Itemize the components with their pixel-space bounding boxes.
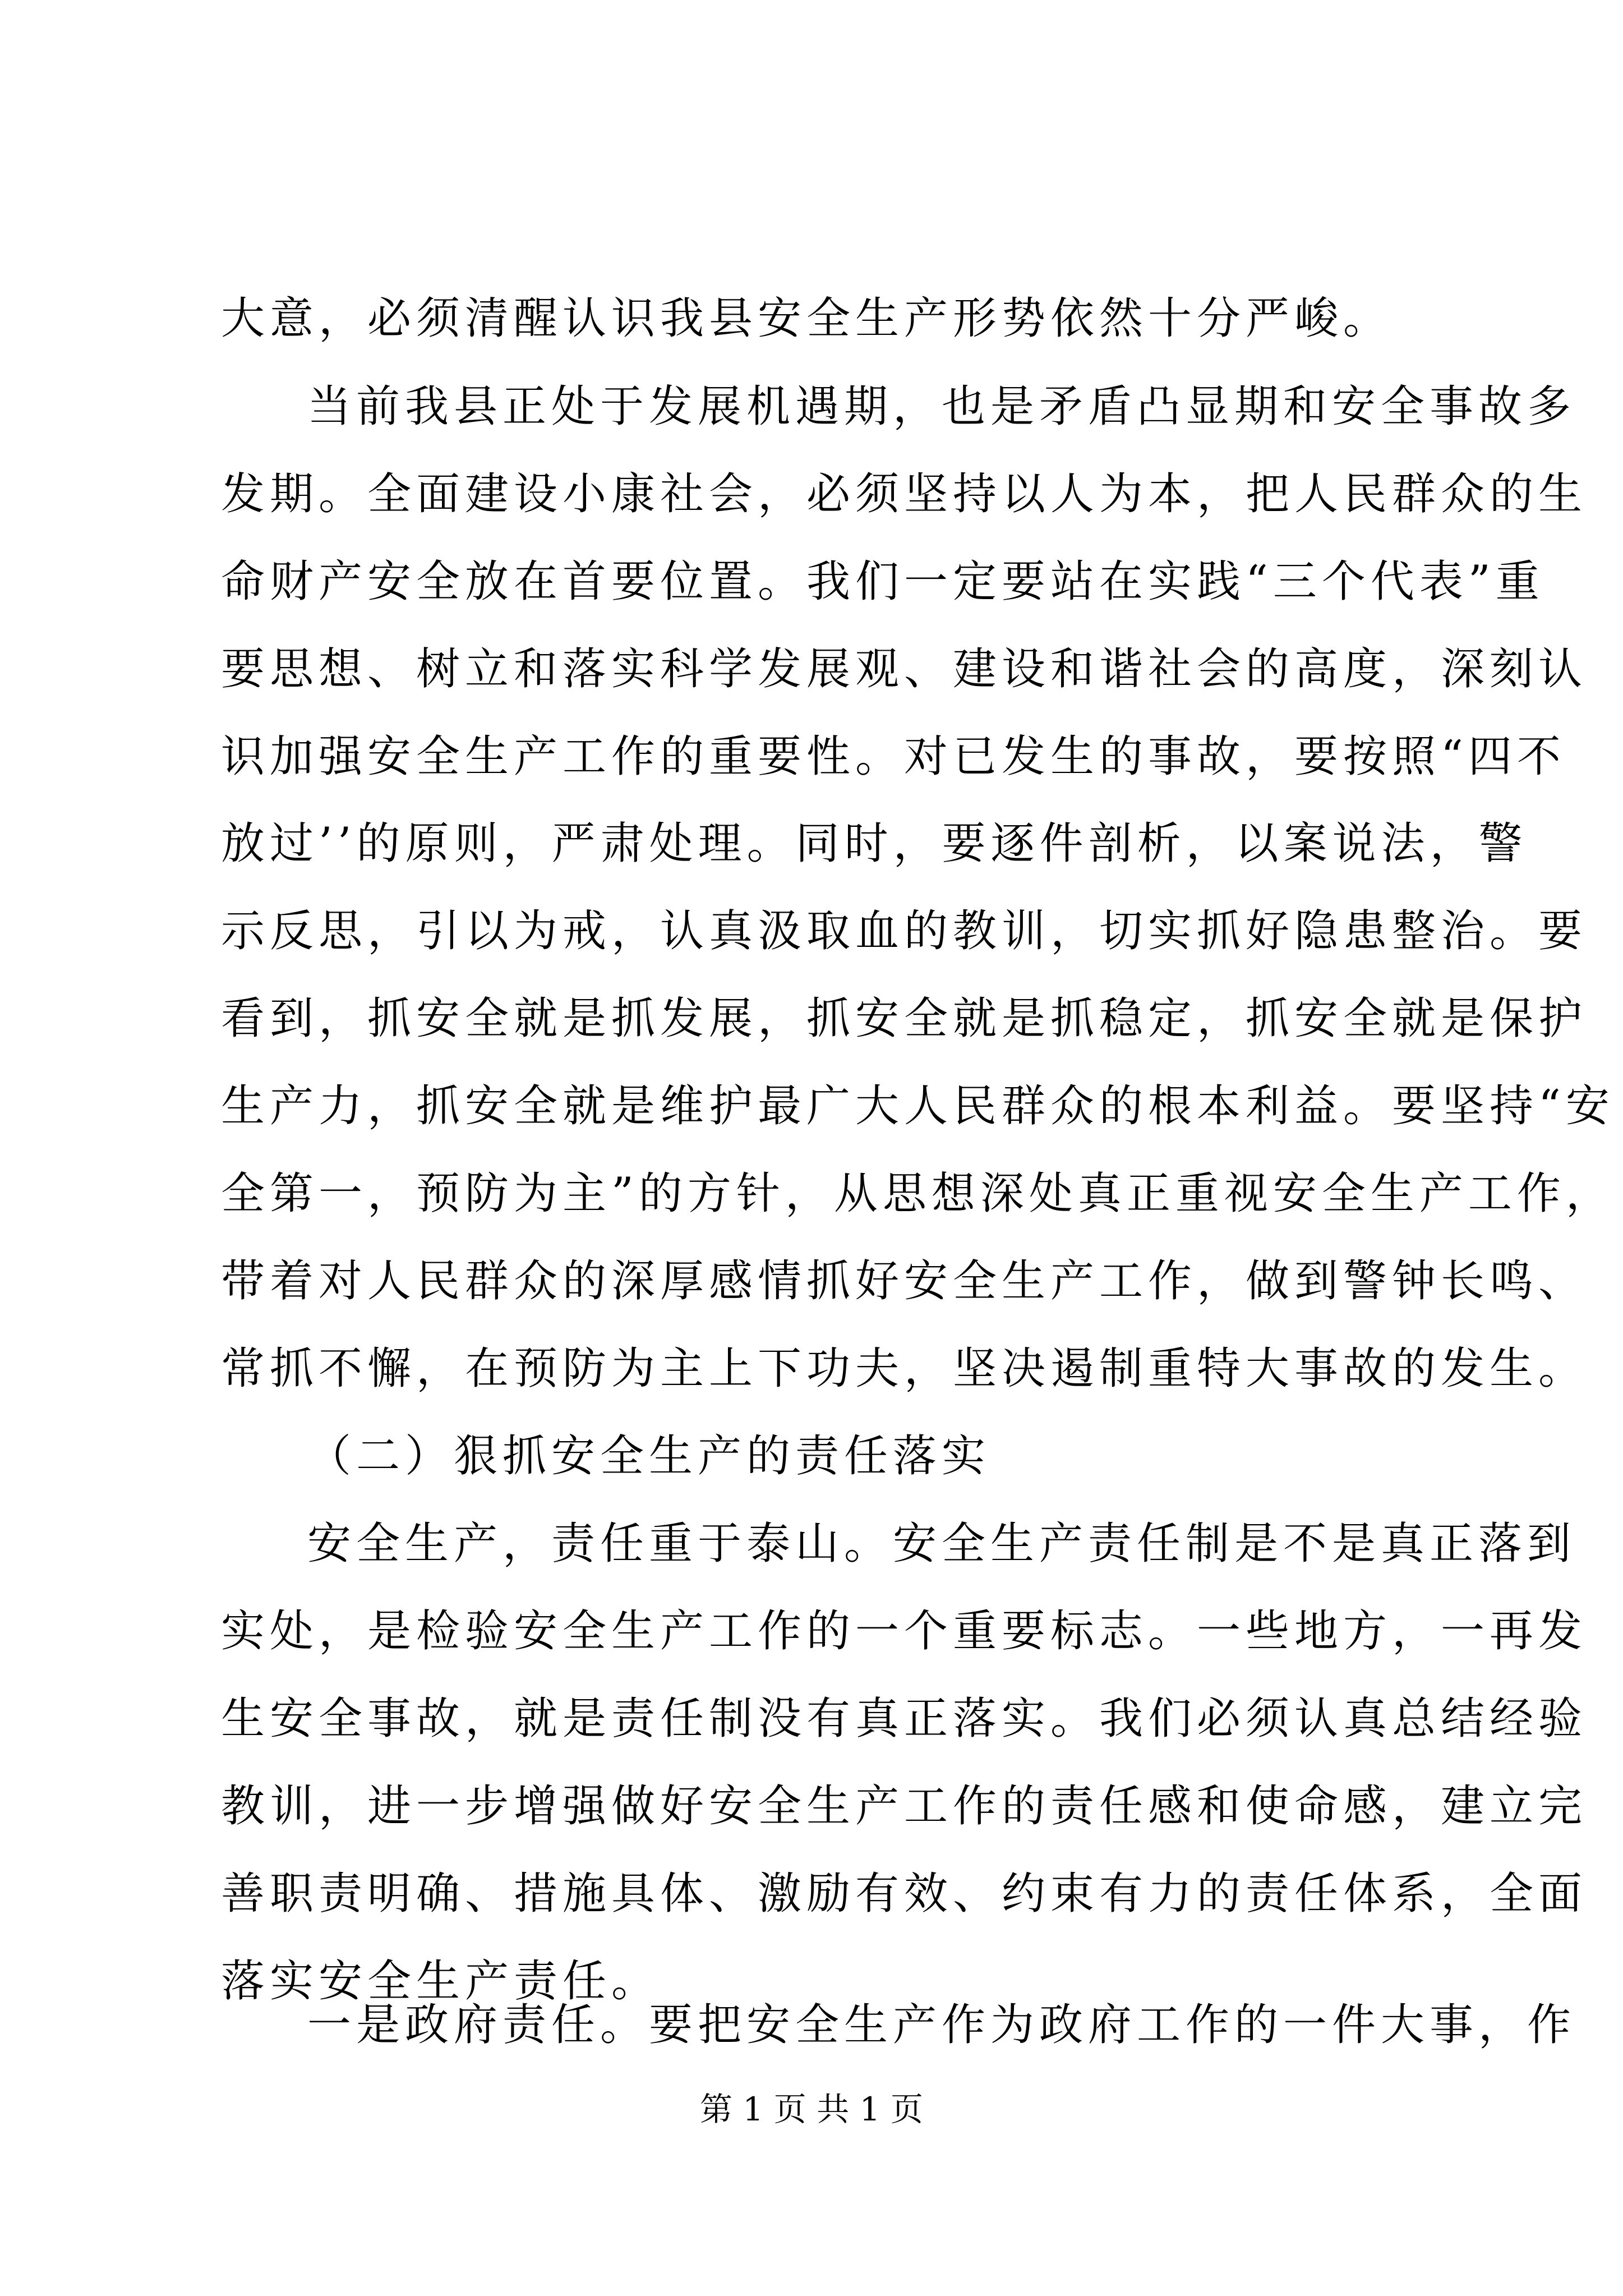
text-line: 常抓不懈，在预防为主上下功夫，坚决遏制重特大事故的发生。 <box>221 1343 1588 1394</box>
paragraph-first-line: 当前我县正处于发展机遇期，也是矛盾凸显期和安全事故多 <box>307 381 1576 432</box>
text-line: 生安全事故，就是责任制没有真正落实。我们必须认真总结经验 <box>221 1694 1588 1744</box>
text-line: 落实安全生产责任。 <box>221 1956 661 2007</box>
page-footer: 第 1 页 共 1 页 <box>700 2090 923 2128</box>
text-line: 示反思，引以为戒，认真汲取血的教训，切实抓好隐患整治。要 <box>221 906 1588 956</box>
paragraph-first-line: 安全生产，责任重于泰山。安全生产责任制是不是真正落到 <box>307 1519 1576 1569</box>
text-line: 命财产安全放在首要位置。我们一定要站在实践“三个代表”重 <box>221 556 1544 607</box>
text-line: 看到，抓安全就是抓发展，抓安全就是抓稳定，抓安全就是保护 <box>221 993 1588 1044</box>
text-line: 大意，必须清醒认识我县安全生产形势依然十分严峻。 <box>221 293 1393 344</box>
text-line: 带着对人民群众的深厚感情抓好安全生产工作，做到警钟长鸣、 <box>221 1256 1588 1306</box>
text-line: 教训，进一步增强做好安全生产工作的责任感和使命感，建立完 <box>221 1781 1588 1832</box>
text-line: 要思想、树立和落实科学发展观、建设和谐社会的高度，深刻认 <box>221 644 1588 694</box>
text-line: 善职责明确、措施具体、激励有效、约束有力的责任体系，全面 <box>221 1869 1588 1919</box>
section-heading: （二）狠抓安全生产的责任落实 <box>307 1431 991 1481</box>
text-line: 生产力，抓安全就是维护最广大人民群众的根本利益。要坚持“安 <box>221 1081 1615 1131</box>
paragraph-first-line: 一是政府责任。要把安全生产作为政府工作的一件大事，作 <box>307 2000 1576 2050</box>
text-line: 实处，是检验安全生产工作的一个重要标志。一些地方，一再发 <box>221 1606 1588 1657</box>
text-line: 全第一，预防为主”的方针，从思想深处真正重视安全生产工作， <box>221 1168 1615 1219</box>
text-line: 放过’’的原则，严肃处理。同时，要逐件剖析，以案说法，警 <box>221 818 1528 869</box>
text-line: 发期。全面建设小康社会，必须坚持以人为本，把人民群众的生 <box>221 469 1588 519</box>
text-line: 识加强安全生产工作的重要性。对已发生的事故，要按照“四不 <box>221 731 1566 782</box>
